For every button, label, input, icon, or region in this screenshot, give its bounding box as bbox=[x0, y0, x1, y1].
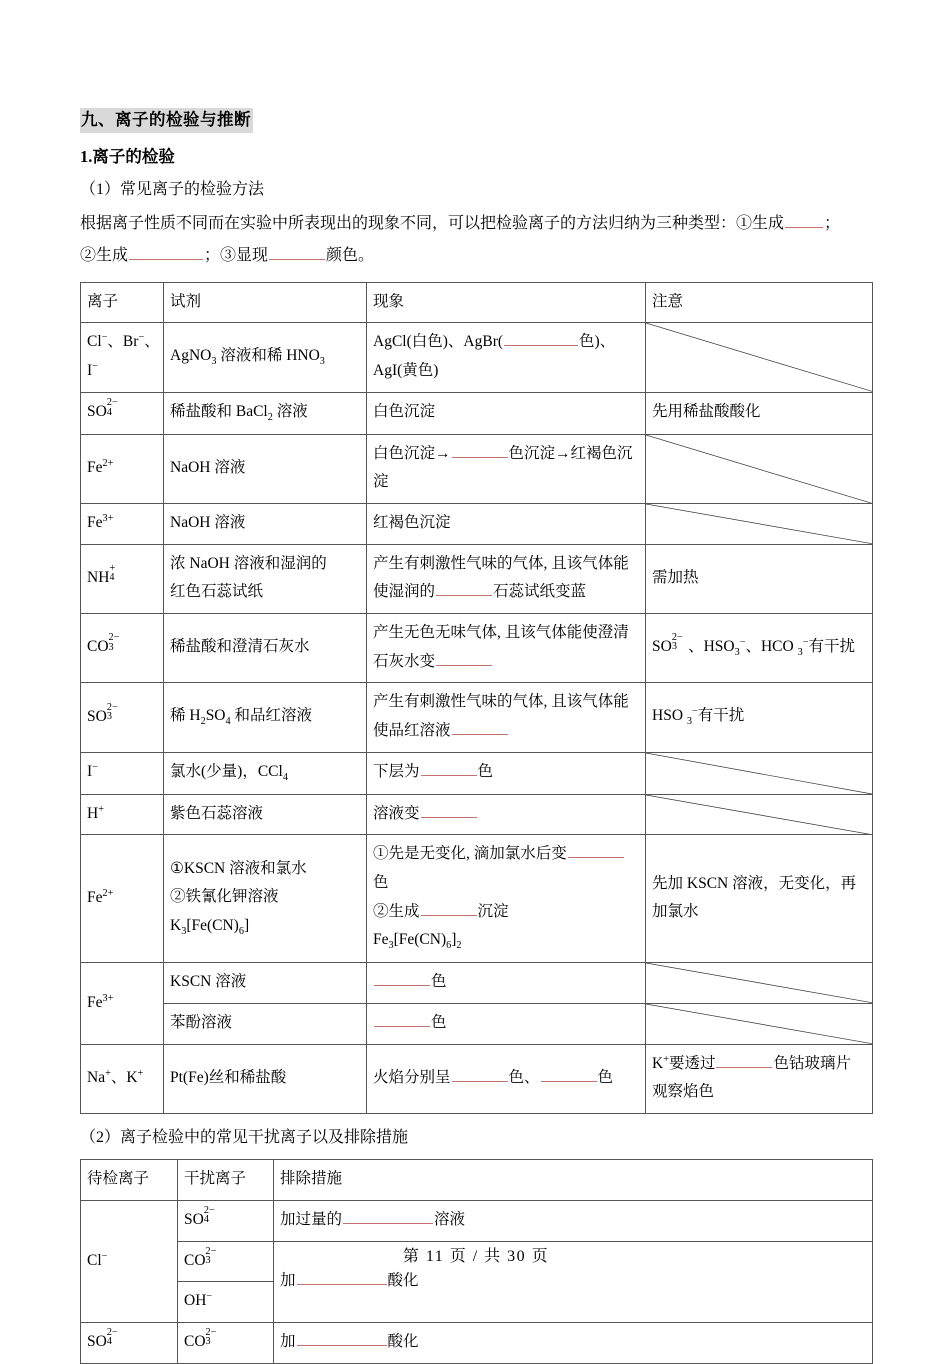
ion-detection-table bbox=[80, 282, 873, 1114]
note-cell bbox=[646, 794, 873, 835]
ion-cell: I− bbox=[81, 752, 164, 794]
phenomenon-cell: 产生有刺激性气味的气体, 且该气体能使湿润的 石蕊试纸变蓝 bbox=[367, 544, 646, 613]
note-cell: HSO $_3$−有干扰 bbox=[646, 683, 873, 752]
table-row bbox=[81, 794, 873, 835]
note-cell: 先加 KSCN 溶液，无变化，再加氯水 bbox=[646, 835, 873, 963]
table-row bbox=[81, 503, 873, 544]
intro-text-2b: ；③显现 bbox=[204, 246, 269, 264]
table-row bbox=[81, 1004, 873, 1045]
note-cell bbox=[646, 434, 873, 503]
table-row bbox=[81, 613, 873, 682]
intro-blank-1 bbox=[785, 210, 823, 228]
page-footer: 第 11 页 / 共 30 页 bbox=[402, 1248, 550, 1265]
table-row bbox=[81, 1044, 873, 1113]
reagent-cell: Pt(Fe)丝和稀盐酸 bbox=[164, 1044, 367, 1113]
note-cell: 需加热 bbox=[646, 544, 873, 613]
strikethrough-diagonal bbox=[646, 323, 872, 391]
intro-blank-3 bbox=[269, 242, 325, 260]
ion-cell: $Fe^{3+}$ bbox=[81, 503, 164, 544]
reagent-cell: AgNO$_3$ 溶液和稀 $HNO_3$ bbox=[164, 323, 367, 392]
table-row bbox=[81, 963, 873, 1004]
table-row bbox=[81, 323, 873, 392]
reagent-cell: NaOH 溶液 bbox=[164, 434, 367, 503]
target-ion-cell: Cl− bbox=[81, 1200, 178, 1322]
interfering-ion-cell: CO 2− 3 bbox=[178, 1322, 274, 1363]
phenomenon-cell: 白色沉淀→ 色沉淀→红褐色沉淀 bbox=[367, 434, 646, 503]
reagent-cell: 浓 NaOH 溶液和湿润的 红色石蕊试纸 bbox=[164, 544, 367, 613]
ion-cell: $Fe^{2+}$ bbox=[81, 835, 164, 963]
table-row bbox=[81, 392, 873, 434]
intro-text-2: ②生成 bbox=[80, 246, 129, 264]
reagent-cell: 稀 $H_2SO_4$ 和品红溶液 bbox=[164, 683, 367, 752]
reagent-cell: 苯酚溶液 bbox=[164, 1004, 367, 1045]
target-ion-cell: SO 2− 4 bbox=[81, 1322, 178, 1363]
reagent-cell: 氯水(少量)，CCl$_4$ bbox=[164, 752, 367, 794]
table2-header-cell-2: 排除措施 bbox=[274, 1160, 873, 1201]
strikethrough-diagonal bbox=[646, 504, 872, 544]
table-header-cell-1: 试剂 bbox=[164, 282, 367, 323]
ion-cell: Cl−、Br−、 I− bbox=[81, 323, 164, 392]
reagent-cell: KSCN 溶液 bbox=[164, 963, 367, 1004]
ion-cell: SO 2− 3 bbox=[81, 683, 164, 752]
ion-cell: Na+、K+ bbox=[81, 1044, 164, 1113]
note-cell bbox=[646, 963, 873, 1004]
ion-cell: $Fe^{3+}$ bbox=[81, 963, 164, 1044]
strikethrough-diagonal bbox=[646, 1004, 872, 1044]
phenomenon-cell: 白色沉淀 bbox=[367, 392, 646, 434]
phenomenon-cell: 产生有刺激性气味的气体, 且该气体能使品红溶液 bbox=[367, 683, 646, 752]
strikethrough-diagonal bbox=[646, 435, 872, 503]
table-row bbox=[81, 835, 873, 963]
intro-paragraph bbox=[80, 208, 872, 272]
reagent-cell: 紫色石蕊溶液 bbox=[164, 794, 367, 835]
note-cell bbox=[646, 503, 873, 544]
measure-cell: 加 酸化 bbox=[274, 1241, 873, 1322]
part-1-title: （1）常见离子的检验方法 bbox=[80, 181, 265, 199]
ion-cell: SO 2− 4 bbox=[81, 392, 164, 434]
intro-text-1: 根据离子性质不同而在实验中所表现出的现象不同，可以把检验离子的方法归纳为三种类型：①生成 bbox=[80, 214, 785, 232]
table2-header-cell-1: 干扰离子 bbox=[178, 1160, 274, 1201]
table-header-cell-3: 注意 bbox=[646, 282, 873, 323]
interfering-ion-cell: CO 2− 3 bbox=[178, 1241, 274, 1282]
phenomenon-cell: AgCl(白色)、AgBr( 色)、AgI(黄色) bbox=[367, 323, 646, 392]
table-row bbox=[81, 434, 873, 503]
section-heading: 九、离子的检验与推断 bbox=[80, 108, 253, 133]
phenomenon-cell: 下层为 色 bbox=[367, 752, 646, 794]
phenomenon-cell: 色 bbox=[367, 1004, 646, 1045]
note-cell: 先用稀盐酸酸化 bbox=[646, 392, 873, 434]
intro-text-2c: 颜色。 bbox=[326, 246, 375, 264]
interfering-ion-cell: OH− bbox=[178, 1282, 274, 1323]
strikethrough-diagonal bbox=[646, 963, 872, 1003]
interfering-ion-cell: SO 2− 4 bbox=[178, 1200, 274, 1241]
table-row bbox=[81, 752, 873, 794]
table-header-cell-2: 现象 bbox=[367, 282, 646, 323]
strikethrough-diagonal bbox=[646, 753, 872, 794]
reagent-cell: NaOH 溶液 bbox=[164, 503, 367, 544]
ion-cell: H+ bbox=[81, 794, 164, 835]
table2-header-cell-0: 待检离子 bbox=[81, 1160, 178, 1201]
reagent-cell: 稀盐酸和澄清石灰水 bbox=[164, 613, 367, 682]
ion-cell: CO 2− 3 bbox=[81, 613, 164, 682]
intro-blank-2 bbox=[129, 242, 203, 260]
table-row bbox=[81, 544, 873, 613]
phenomenon-cell: 溶液变 bbox=[367, 794, 646, 835]
phenomenon-cell: ①先是无变化, 滴加氯水后变色 ②生成 沉淀 $Fe_3[Fe(CN)_6]_2$ bbox=[367, 835, 646, 963]
section-heading-wrapper bbox=[80, 108, 872, 133]
ion-cell: $Fe^{2+}$ bbox=[81, 434, 164, 503]
table-header-cell-0: 离子 bbox=[81, 282, 164, 323]
table2-row bbox=[81, 1322, 873, 1363]
intro-text-1b: ； bbox=[824, 214, 841, 232]
note-cell bbox=[646, 1004, 873, 1045]
part-2-title: （2）离子检验中的常见干扰离子以及排除措施 bbox=[80, 1129, 409, 1147]
subsection-heading-1: 1.离子的检验 bbox=[80, 147, 175, 167]
note-cell: SO 2− 3 、$HSO_3^-$、HCO $_3$−有干扰 bbox=[646, 613, 873, 682]
ion-cell: NH + 4 bbox=[81, 544, 164, 613]
reagent-cell: ①KSCN 溶液和氯水 ②铁氰化钾溶液 $K_3[Fe(CN)_6]$ bbox=[164, 835, 367, 963]
table2-row bbox=[81, 1200, 873, 1241]
table2-header-row bbox=[81, 1160, 873, 1201]
phenomenon-cell: 红褐色沉淀 bbox=[367, 503, 646, 544]
reagent-cell: 稀盐酸和 BaCl$_2$ 溶液 bbox=[164, 392, 367, 434]
phenomenon-cell: 产生无色无味气体, 且该气体能使澄清石灰水变 bbox=[367, 613, 646, 682]
measure-cell: 加 酸化 bbox=[274, 1322, 873, 1363]
strikethrough-diagonal bbox=[646, 795, 872, 835]
note-cell bbox=[646, 752, 873, 794]
note-cell bbox=[646, 323, 873, 392]
note-cell: K+要透过 色钴玻璃片观察焰色 bbox=[646, 1044, 873, 1113]
table-header-row bbox=[81, 282, 873, 323]
phenomenon-cell: 火焰分别呈 色、 色 bbox=[367, 1044, 646, 1113]
phenomenon-cell: 色 bbox=[367, 963, 646, 1004]
measure-cell: 加过量的 溶液 bbox=[274, 1200, 873, 1241]
table-row bbox=[81, 683, 873, 752]
document-content bbox=[80, 108, 872, 1364]
